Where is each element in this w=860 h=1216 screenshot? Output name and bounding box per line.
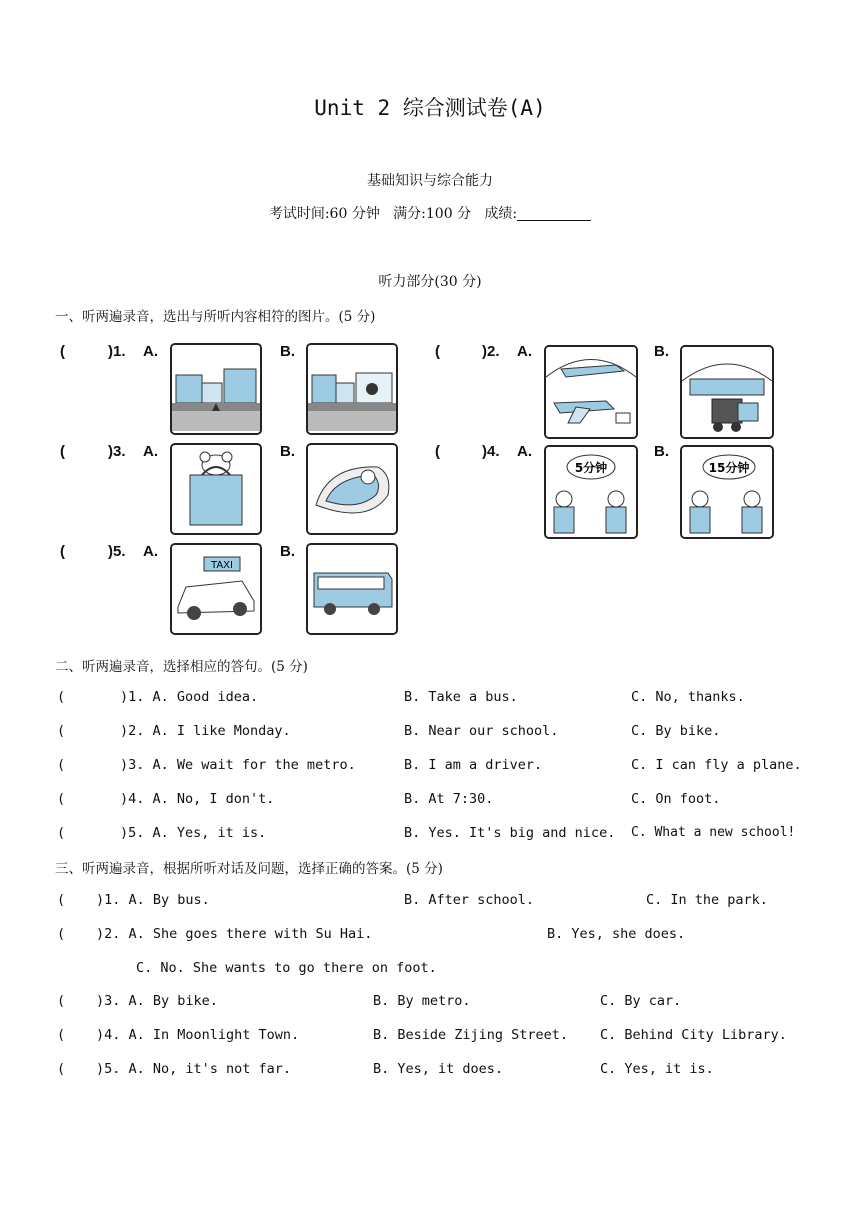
bus-image[interactable]: [306, 543, 398, 635]
taxi-sign-text: TAXI: [211, 560, 233, 571]
option-b: B. Yes, it does.: [373, 1061, 504, 1077]
option-c: C. On foot.: [631, 791, 721, 807]
airport-plane-image[interactable]: [544, 345, 638, 439]
option-c: C. I can fly a plane.: [631, 757, 802, 773]
question-number: )2.: [482, 343, 500, 360]
option-a-label: A.: [143, 343, 158, 360]
option-a: )3. A. By bike.: [96, 993, 218, 1009]
score-blank[interactable]: [517, 206, 591, 221]
section2-title: 二、听两遍录音，选择相应的答句。(5 分): [55, 659, 308, 675]
option-b-label: B.: [280, 343, 295, 360]
page-subtitle: 基础知识与综合能力: [367, 173, 493, 189]
street-shops-image[interactable]: [170, 343, 262, 435]
paren-open: (: [60, 443, 65, 460]
option-a: )1. A. Good idea.: [120, 689, 259, 705]
option-b: B. Near our school.: [404, 723, 559, 739]
paren-open: (: [435, 343, 440, 360]
bubble-text: 15分钟: [708, 461, 750, 475]
answer-paren[interactable]: (: [57, 723, 66, 739]
option-b: B. At 7:30.: [404, 791, 494, 807]
answer-paren[interactable]: (: [57, 1061, 66, 1077]
option-a-label: A.: [143, 543, 158, 560]
paren-open: (: [60, 343, 65, 360]
page-title: Unit 2 综合测试卷(A): [314, 96, 546, 120]
option-b: B. I am a driver.: [404, 757, 543, 773]
street-school-image[interactable]: [306, 343, 398, 435]
answer-paren[interactable]: (: [57, 1027, 66, 1043]
option-a: )5. A. No, it's not far.: [96, 1061, 292, 1077]
exam-info-text: 考试时间:60 分钟 满分:100 分 成绩:: [268, 206, 518, 222]
option-c: C. By car.: [600, 993, 682, 1009]
option-b: B. Yes, she does.: [547, 926, 686, 942]
option-c: C. Yes, it is.: [600, 1061, 714, 1077]
answer-paren[interactable]: (: [57, 993, 66, 1009]
option-b: B. Yes. It's big and nice.: [404, 825, 616, 841]
section3-title: 三、听两遍录音，根据所听对话及问题，选择正确的答案。(5 分): [55, 861, 443, 877]
listening-title: 听力部分(30 分): [378, 274, 482, 290]
option-b-label: B.: [280, 543, 295, 560]
option-a: )2. A. She goes there with Su Hai.: [96, 926, 373, 942]
option-a-label: A.: [143, 443, 158, 460]
option-a-label: A.: [517, 343, 532, 360]
option-c: C. In the park.: [646, 892, 768, 908]
option-b-label: B.: [654, 443, 669, 460]
answer-paren[interactable]: (: [57, 926, 66, 942]
option-a: )4. A. No, I don't.: [120, 791, 275, 807]
option-a-label: A.: [517, 443, 532, 460]
option-a: )2. A. I like Monday.: [120, 723, 291, 739]
answer-paren[interactable]: (: [57, 892, 66, 908]
option-b: B. Take a bus.: [404, 689, 518, 705]
option-b-label: B.: [654, 343, 669, 360]
talk-15min-image[interactable]: [680, 445, 774, 539]
option-c: C. No. She wants to go there on foot.: [136, 960, 437, 976]
question-number: )5.: [108, 543, 126, 560]
section1-title: 一、听两遍录音，选出与所听内容相符的图片。(5 分): [55, 309, 376, 325]
option-c: C. What a new school!: [631, 825, 796, 840]
answer-paren[interactable]: (: [57, 757, 66, 773]
mouse-bag-image[interactable]: [170, 443, 262, 535]
option-c: C. By bike.: [631, 723, 721, 739]
talk-5min-image[interactable]: [544, 445, 638, 539]
answer-paren[interactable]: (: [57, 791, 66, 807]
option-a: )5. A. Yes, it is.: [120, 825, 267, 841]
paren-open: (: [60, 543, 65, 560]
baby-basket-image[interactable]: [306, 443, 398, 535]
question-number: )1.: [108, 343, 126, 360]
bubble-text: 5分钟: [574, 461, 608, 475]
question-number: )4.: [482, 443, 500, 460]
option-b: B. After school.: [404, 892, 535, 908]
question-number: )3.: [108, 443, 126, 460]
option-b: B. By metro.: [373, 993, 471, 1009]
train-station-image[interactable]: [680, 345, 774, 439]
answer-paren[interactable]: (: [57, 689, 66, 705]
option-a: )4. A. In Moonlight Town.: [96, 1027, 300, 1043]
option-b-label: B.: [280, 443, 295, 460]
option-c: C. Behind City Library.: [600, 1027, 787, 1043]
taxi-image[interactable]: [170, 543, 262, 635]
option-b: B. Beside Zijing Street.: [373, 1027, 569, 1043]
option-c: C. No, thanks.: [631, 689, 745, 705]
option-a: )3. A. We wait for the metro.: [120, 757, 356, 773]
paren-open: (: [435, 443, 440, 460]
option-a: )1. A. By bus.: [96, 892, 210, 908]
answer-paren[interactable]: (: [57, 825, 66, 841]
exam-info: [0, 203, 860, 223]
